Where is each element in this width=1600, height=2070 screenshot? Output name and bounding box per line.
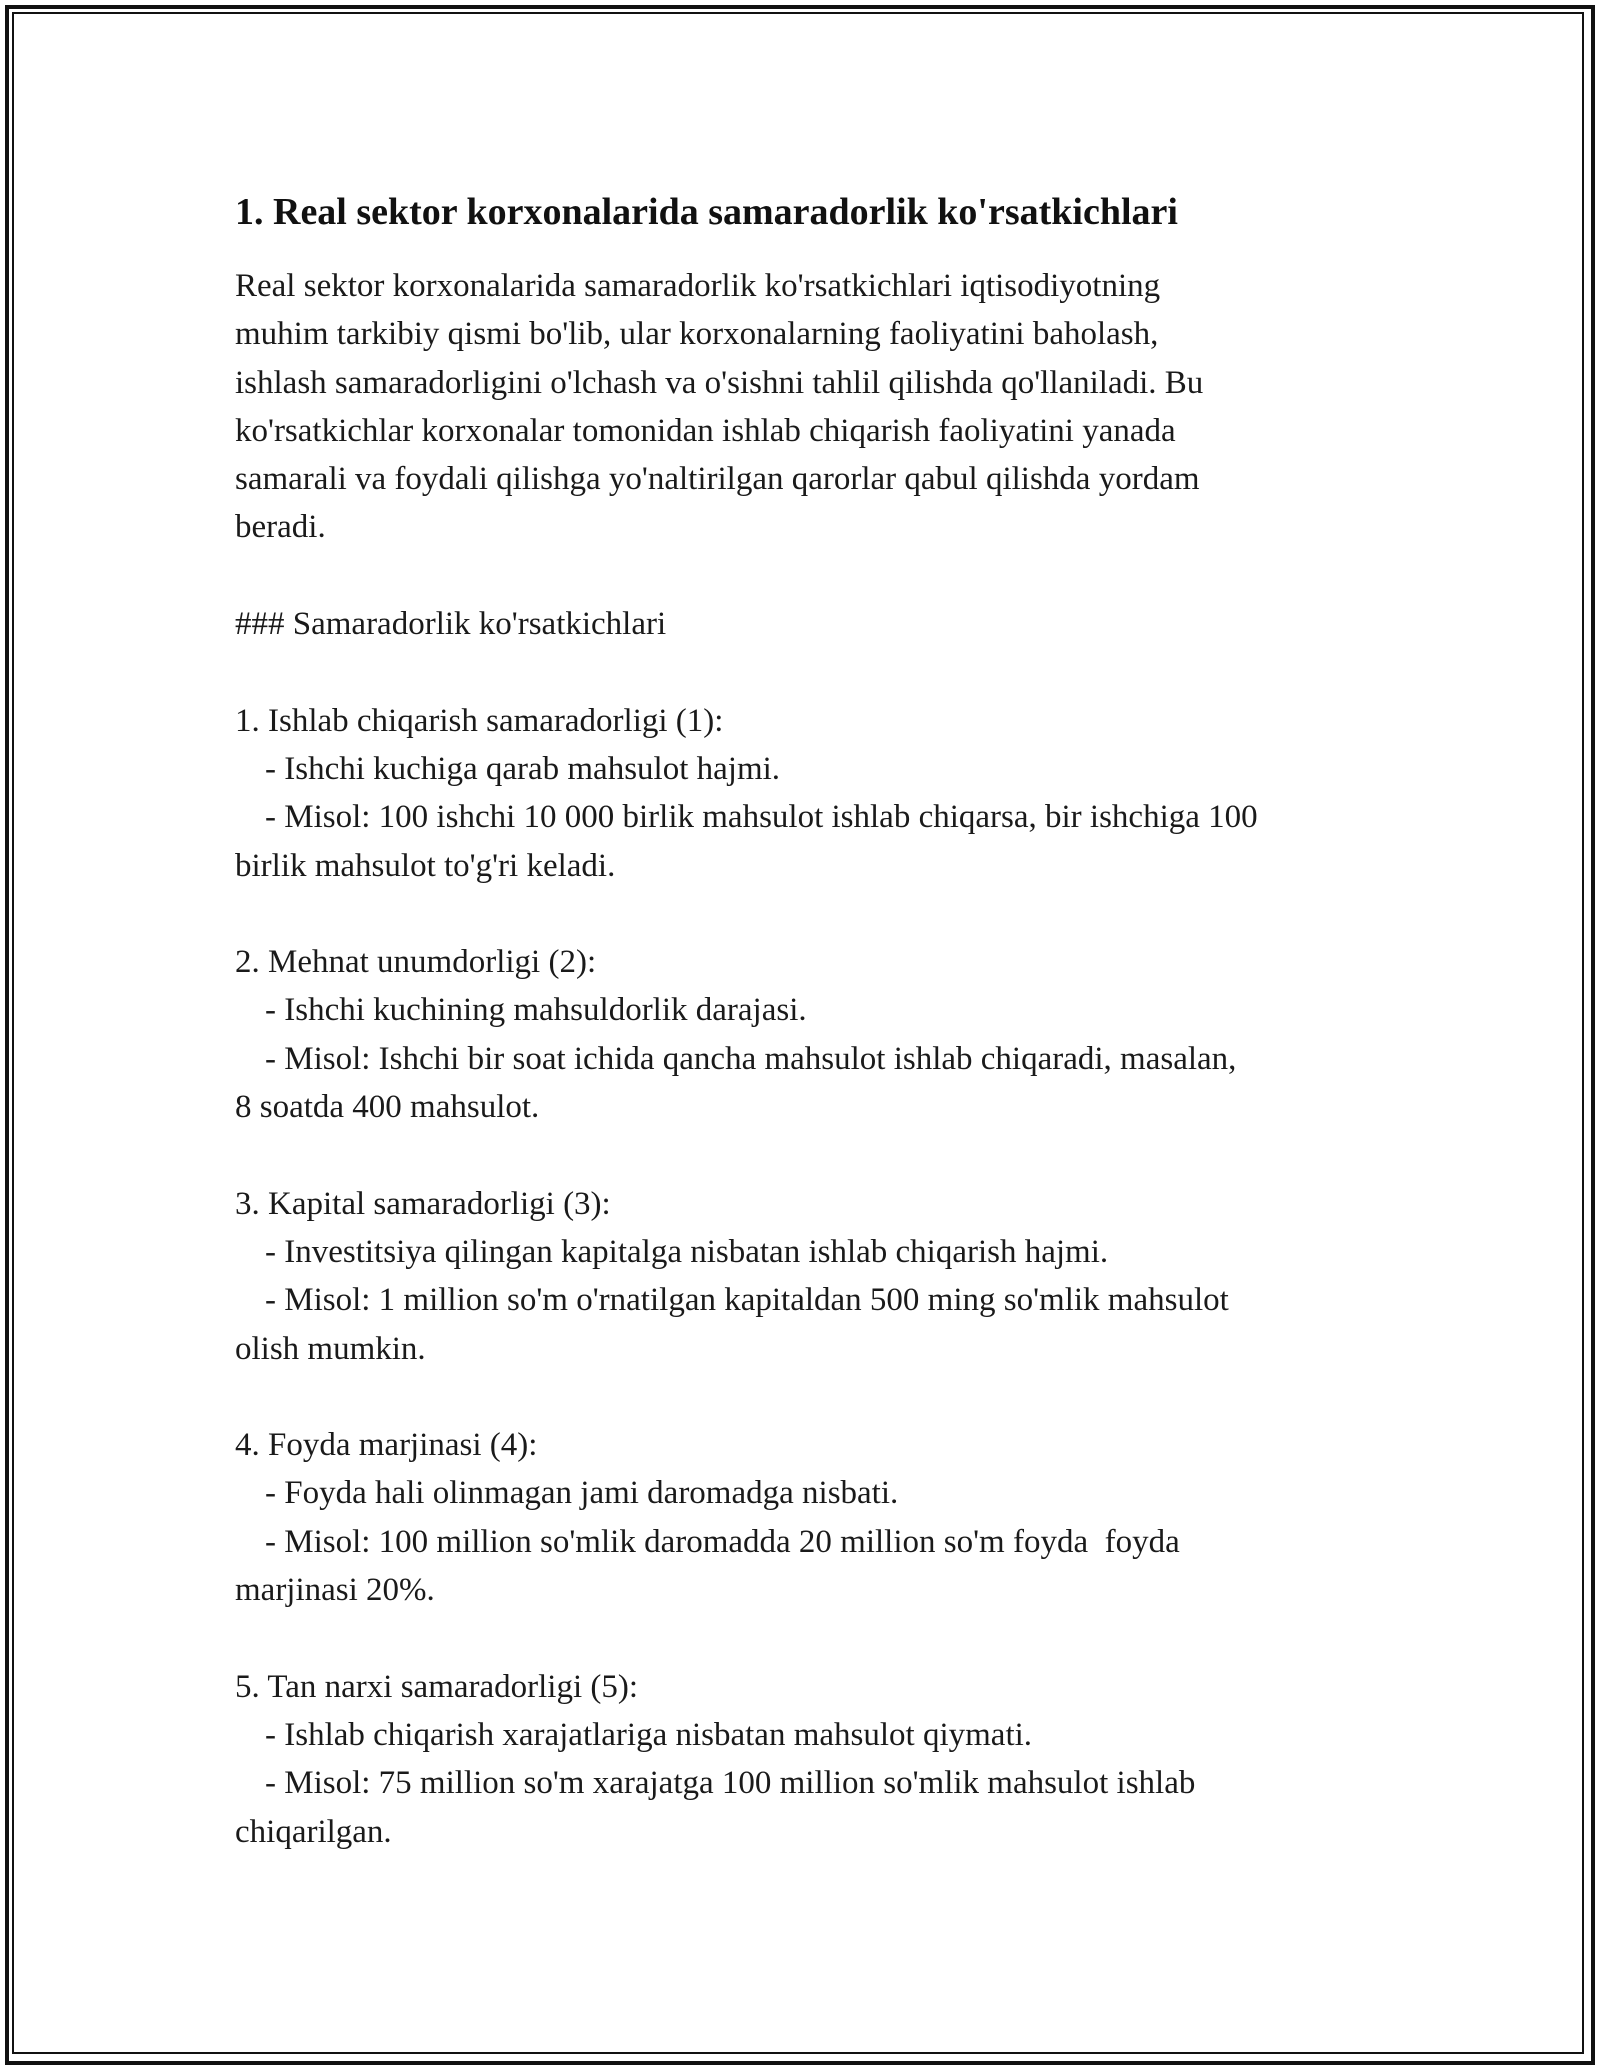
indicator-description: - Investitsiya qilingan kapitalga nisbatan ishlab chiqarish hajmi.: [265, 1233, 1109, 1270]
spacer: [235, 890, 1395, 938]
section-subheading: ### Samaradorlik ko'rsatkichlari: [235, 606, 667, 643]
intro-line: Real sektor korxonalarida samaradorlik ko'rsatkichlari iqtisodiyotning: [235, 268, 1161, 304]
document-body: [235, 186, 1395, 1856]
indicator-example: - Misol: 1 million so'm o'rnatilgan kapitaldan 500 ming so'mlik mahsulot: [265, 1282, 1229, 1319]
document-title: 1. Real sektor korxonalarida samaradorlik ko'rsatkichlari: [235, 191, 1178, 233]
indicator-item: [235, 1663, 1395, 1856]
indicator-item: [235, 1180, 1395, 1373]
spacer: [235, 1614, 1395, 1662]
spacer: [235, 648, 1395, 696]
indicator-heading: 5. Tan narxi samaradorligi (5):: [235, 1668, 639, 1705]
intro-line: ishlash samaradorligini o'lchash va o'sishni tahlil qilishda qo'llaniladi. Bu: [235, 364, 1204, 401]
intro-paragraph: [235, 262, 1395, 552]
indicator-example: - Misol: 100 ishchi 10 000 birlik mahsulot ishlab chiqarsa, bir ishchiga 100: [265, 799, 1258, 836]
indicator-example: - Misol: 75 million so'm xarajatga 100 million so'mlik mahsulot ishlab: [265, 1765, 1196, 1802]
indicator-example-continued: olish mumkin.: [235, 1330, 426, 1367]
indicator-description: - Ishlab chiqarish xarajatlariga nisbatan mahsulot qiymati.: [265, 1716, 1033, 1753]
intro-line: samarali va foydali qilishga yo'naltirilgan qarorlar qabul qilishda yordam: [235, 461, 1200, 498]
indicator-item: [235, 697, 1395, 890]
intro-line: muhim tarkibiy qismi bo'lib, ular korxonalarning faoliyatini baholash,: [235, 316, 1159, 353]
indicator-heading: 3. Kapital samaradorligi (3):: [235, 1185, 611, 1222]
indicator-item: [235, 1421, 1395, 1614]
indicator-description: - Foyda hali olinmagan jami daromadga nisbati.: [265, 1475, 899, 1512]
indicator-description: - Ishchi kuchiga qarab mahsulot hajmi.: [265, 750, 781, 787]
indicator-heading: 2. Mehnat unumdorligi (2):: [235, 944, 597, 981]
indicator-example: - Misol: Ishchi bir soat ichida qancha mahsulot ishlab chiqaradi, masalan,: [265, 1040, 1237, 1077]
intro-line: ko'rsatkichlar korxonalar tomonidan ishlab chiqarish faoliyatini yanada: [235, 412, 1176, 449]
indicator-example-continued: birlik mahsulot to'g'ri keladi.: [235, 847, 616, 884]
indicator-heading: 1. Ishlab chiqarish samaradorligi (1):: [235, 702, 724, 739]
indicator-example-continued: 8 soatda 400 mahsulot.: [235, 1089, 540, 1126]
spacer: [235, 1373, 1395, 1421]
intro-line: beradi.: [235, 509, 326, 546]
indicator-example-continued: marjinasi 20%.: [235, 1572, 435, 1609]
indicator-item: [235, 938, 1395, 1131]
indicator-example-continued: chiqarilgan.: [235, 1813, 392, 1850]
indicator-example: - Misol: 100 million so'mlik daromadda 20 million so'm foyda foyda: [265, 1523, 1180, 1560]
indicator-description: - Ishchi kuchining mahsuldorlik darajasi.: [265, 992, 807, 1029]
spacer: [235, 1131, 1395, 1179]
indicator-heading: 4. Foyda marjinasi (4):: [235, 1427, 538, 1464]
spacer: [235, 552, 1395, 600]
